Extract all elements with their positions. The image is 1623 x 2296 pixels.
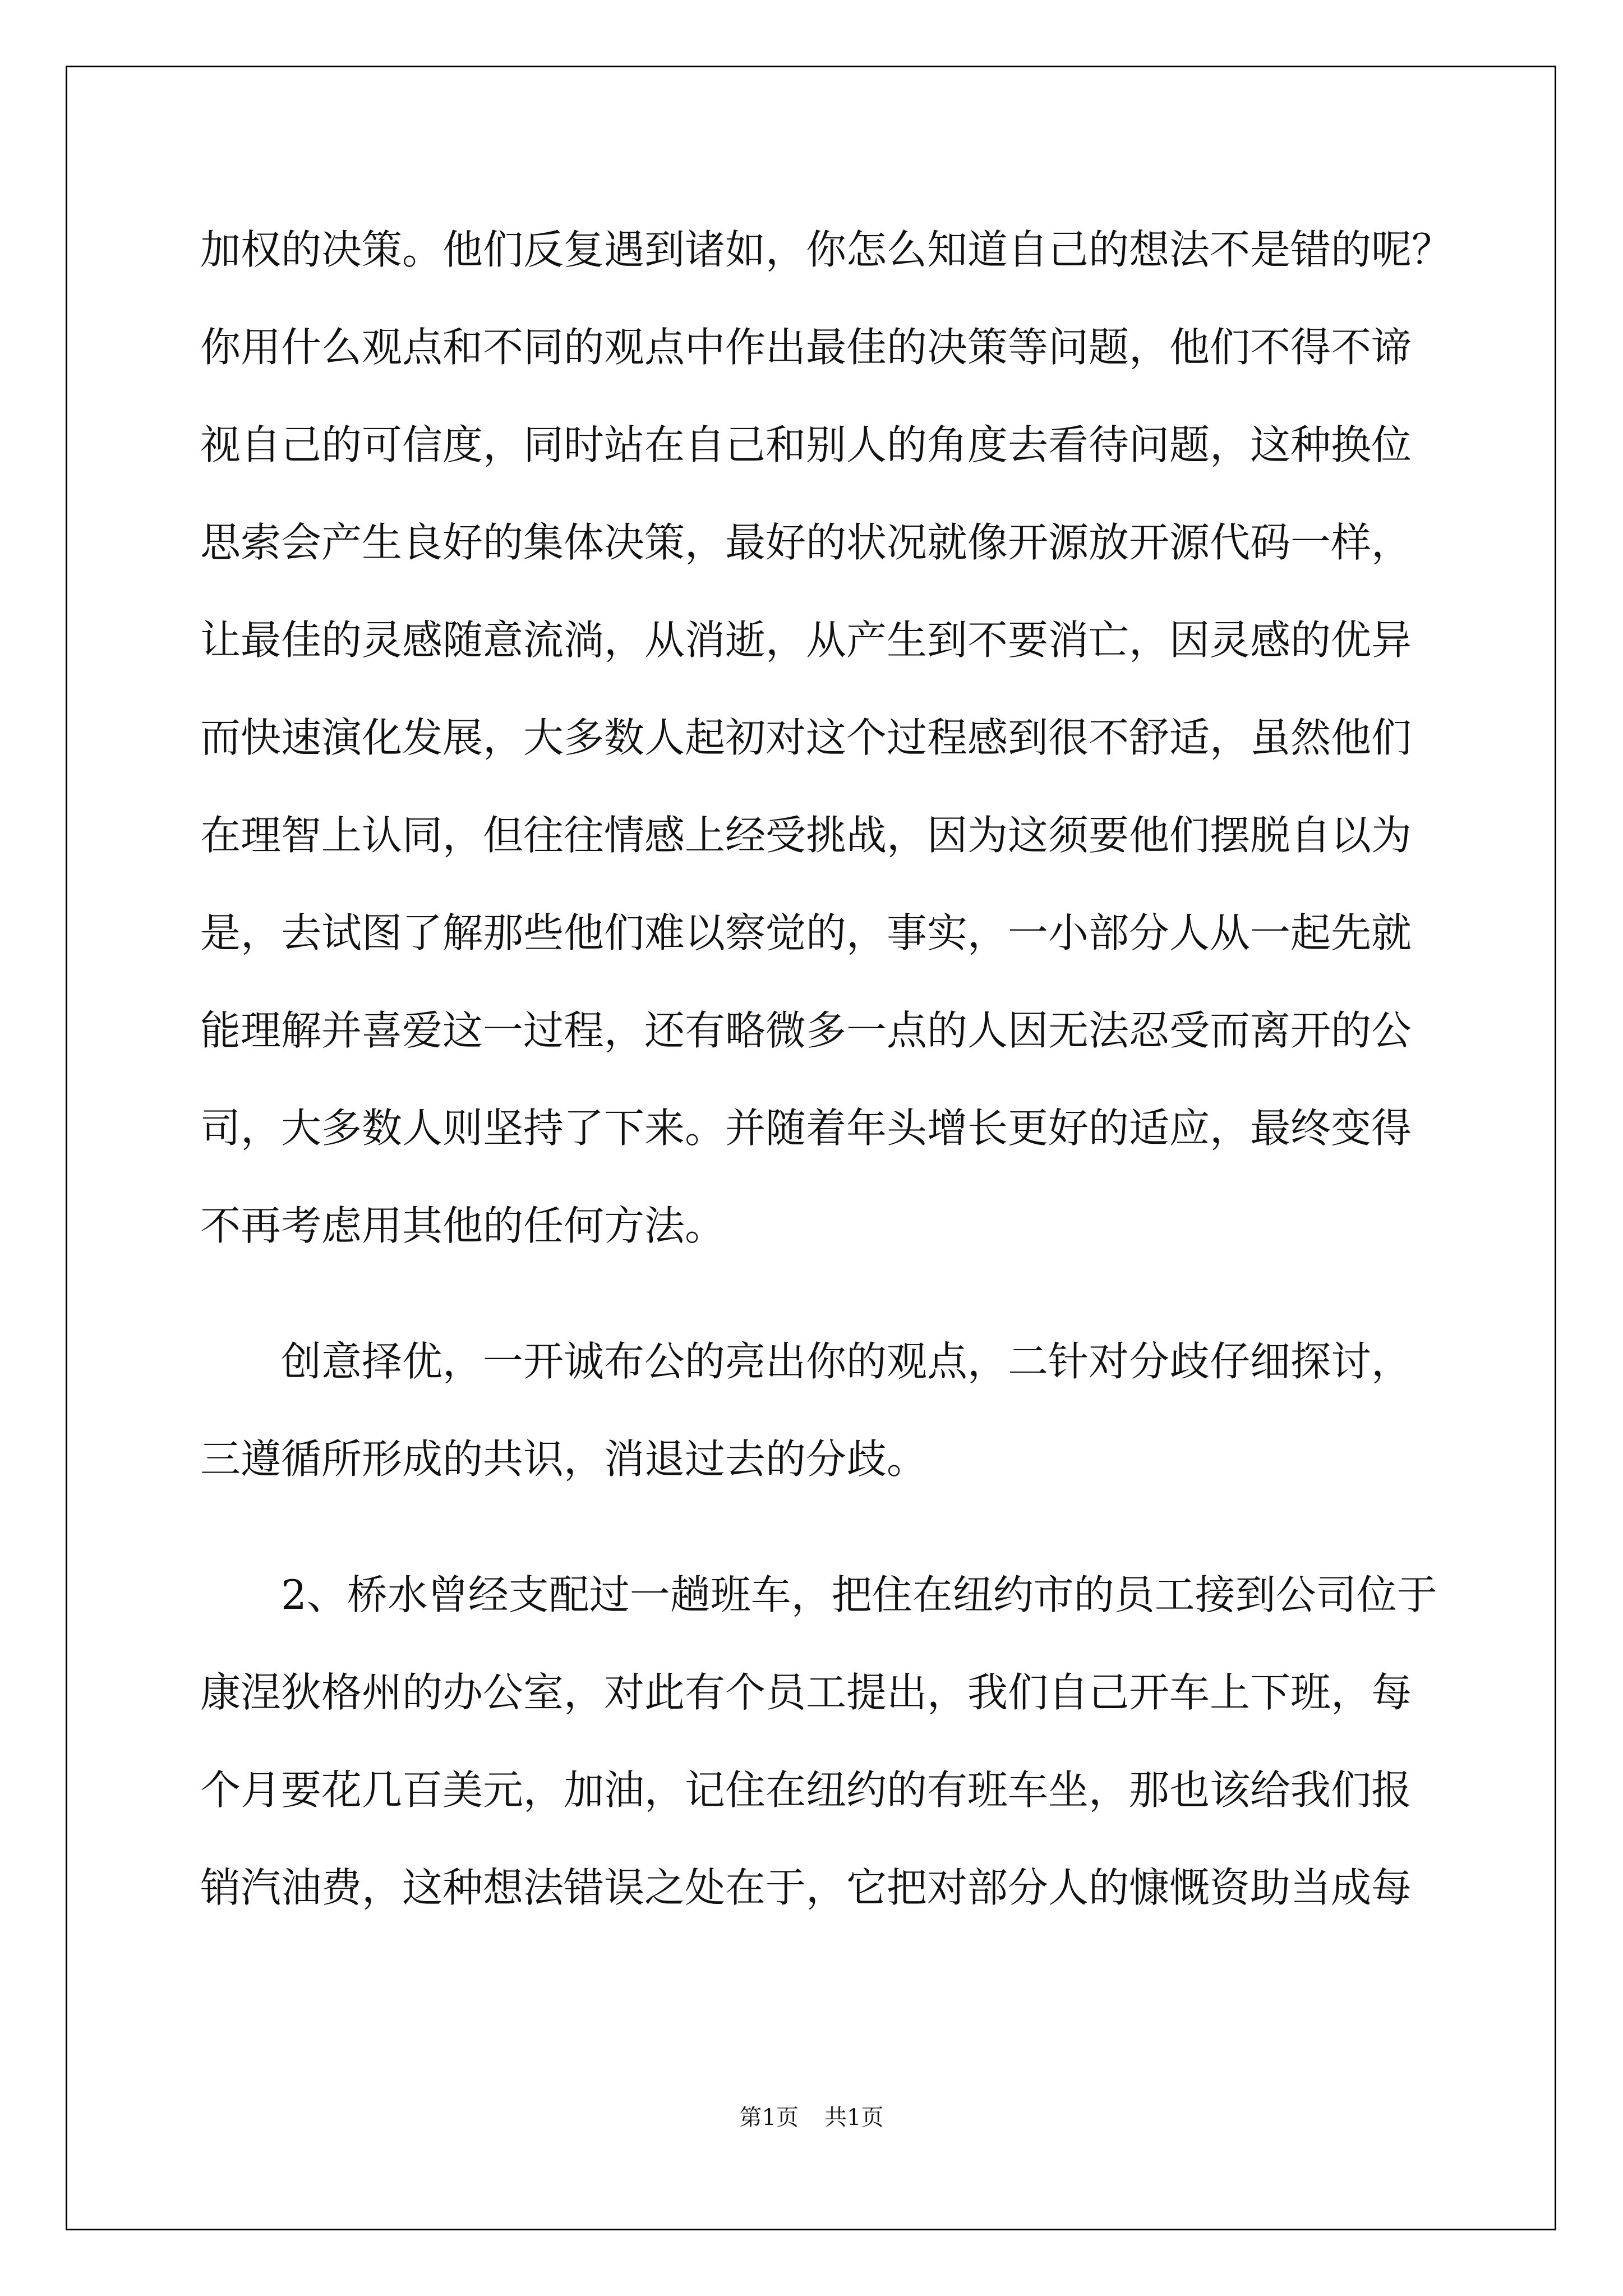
text-line: 司，大多数人则坚持了下来。并随着年头增长更好的适应，最终变得 bbox=[200, 1105, 1412, 1152]
text-line: 2、桥水曾经支配过一趟班车，把住在纽约市的员工接到公司位于 bbox=[281, 1571, 1437, 1618]
text-line: 创意择优，一开诚布公的亮出你的观点，二针对分歧仔细探讨， bbox=[281, 1338, 1412, 1385]
text-line: 在理智上认同，但往往情感上经受挑战，因为这须要他们摆脱自以为 bbox=[200, 812, 1412, 859]
paragraph-1 bbox=[200, 201, 1453, 1274]
text-line: 康涅狄格州的办公室，对此有个员工提出，我们自己开车上下班，每 bbox=[200, 1669, 1412, 1716]
text-line: 思索会产生良好的集体决策，最好的状况就像开源放开源代码一样， bbox=[200, 519, 1412, 566]
page-footer bbox=[0, 2101, 1623, 2134]
text-line: 个月要花几百美元，加油，记住在纽约的有班车坐，那也该给我们报 bbox=[200, 1766, 1412, 1814]
text-line: 能理解并喜爱这一过程，还有略微多一点的人因无法忍受而离开的公 bbox=[200, 1007, 1412, 1054]
paragraph-2 bbox=[200, 1313, 1423, 1508]
text-line: 加权的决策。他们反复遇到诸如，你怎么知道自己的想法不是错的呢？ bbox=[200, 226, 1453, 273]
text-line: 销汽油费，这种想法错误之处在于，它把对部分人的慷慨资助当成每 bbox=[200, 1864, 1412, 1911]
document-body bbox=[200, 201, 1453, 1936]
text-line: 让最佳的灵感随意流淌，从消逝，从产生到不要消亡，因灵感的优异 bbox=[200, 616, 1412, 664]
page-total: 共1页 bbox=[824, 2105, 884, 2131]
text-line: 三遵循所形成的共识，消退过去的分歧。 bbox=[200, 1435, 928, 1483]
page-number: 第1页 bbox=[739, 2105, 799, 2131]
paragraph-3 bbox=[200, 1546, 1437, 1936]
text-line: 是，去试图了解那些他们难以察觉的，事实，一小部分人从一起先就 bbox=[200, 909, 1412, 956]
text-line: 而快速演化发展，大多数人起初对这个过程感到很不舒适，虽然他们 bbox=[200, 714, 1412, 761]
text-line: 不再考虑用其他的任何方法。 bbox=[200, 1202, 726, 1249]
text-line: 你用什么观点和不同的观点中作出最佳的决策等问题，他们不得不谛 bbox=[200, 324, 1412, 371]
text-line: 视自己的可信度，同时站在自己和别人的角度去看待问题，这种换位 bbox=[200, 421, 1412, 468]
